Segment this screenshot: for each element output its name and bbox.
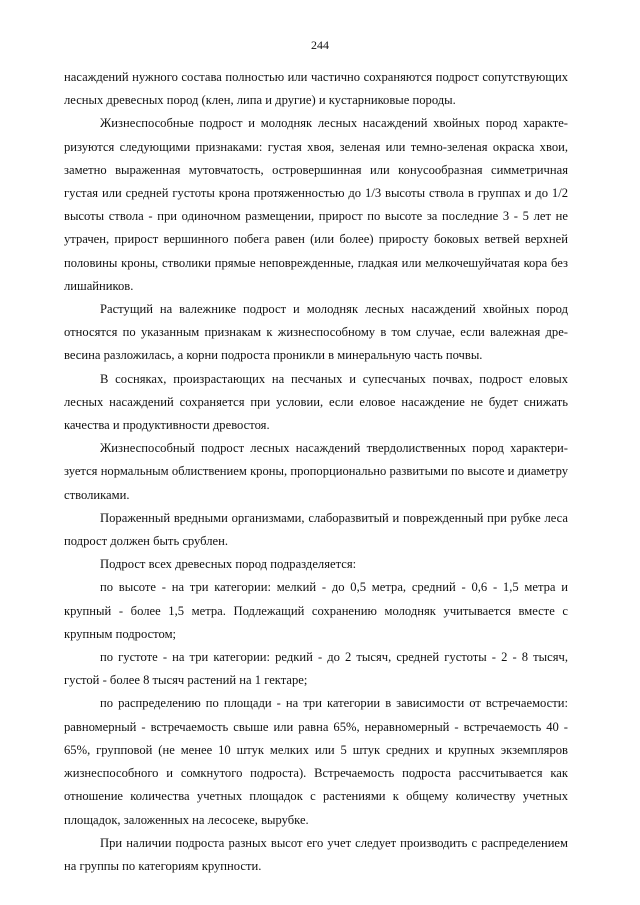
paragraph-by-distribution: по распределению по площади - на три категории в зависимости от встречаемости: равномерный - встречаемость свыше или равна 65%, неравномерный - встречаемость 40 - 65%, групповой (не менее 10 штук мелких или 5 штук средних и крупных экземпляров жизнеспособного и сомкнутого подроста). Встречаемость подроста рассчитывается как отношение количества учетных площадок с растениями к общему количеству учетных площадок, заложенных на лесосеке, вырубке. [64,696,568,827]
paragraph-continuation: насаждений нужного состава полностью или частично сохраняются подрост сопутствующих лесных древесных пород (клен, липа и другие) и кустарниковые породы. [64,70,568,108]
paragraph-by-height: по высоте - на три категории: мелкий - до 0,5 метра, средний - 0,6 - 1,5 метра и крупный - более 1,5 метра. Подлежащий сохранению молодняк учитывается вместе с крупным подростом; [64,580,568,641]
paragraph-damaged-undergrowth: Пораженный вредными организмами, слаборазвитый и поврежденный при рубке леса подрост должен быть срублен. [64,510,568,549]
page-number: 244 [311,38,329,52]
paragraph-by-density: по густоте - на три категории: редкий - до 2 тысяч, средней густоты - 2 - 8 тысяч, густой - более 8 тысяч растений на 1 гектаре; [64,650,568,688]
paragraph-conifer-viability-signs: Жизнеспособные подрост и молодняк лесных насаждений хвойных пород характеризуются следующими признаками: густая хвоя, зеленая или темно-зеленая окраска хвои, заметно выраженная мутовчатость, островершинная или конусообразная симметричная густая или средней густоты крона протяженностью до 1/3 высоты ствола в группах и до 1/2 высоты ствола - при одиночном размещении, прирост по высоте за последние 3 - 5 лет не утрачен, прирост вершинного побега равен (или более) приросту боковых ветвей верхней половины кроны, стволики прямые неповрежденные, гладкая или мелкочешуйчатая кора без лишайников. [64,116,568,293]
body-text [64,66,568,878]
paragraph-accounting-by-size: При наличии подроста разных высот его учет следует производить с распределением на группы по категориям крупности. [64,835,568,873]
paragraph-hardwood-undergrowth: Жизнеспособный подрост лесных насаждений твердолиственных пород характеризуется нормальным облиствением кроны, пропорционально развитыми по высоте и диаметру стволиками. [64,441,568,502]
paragraph-deadwood-undergrowth: Растущий на валежнике подрост и молодняк лесных насаждений хвойных пород относятся по указанным признакам к жизнеспособному в том случае, если валежная древесина разложилась, а корни подроста проникли в минеральную часть почвы. [64,302,568,363]
paragraph-pine-stands: В сосняках, произрастающих на песчаных и супесчаных почвах, подрост еловых лесных насаждений сохраняется при условии, если еловое насаждение не будет снижать качества и продуктивности древостоя. [64,371,568,433]
paragraph-classification-intro: Подрост всех древесных пород подразделяется: [100,557,357,572]
